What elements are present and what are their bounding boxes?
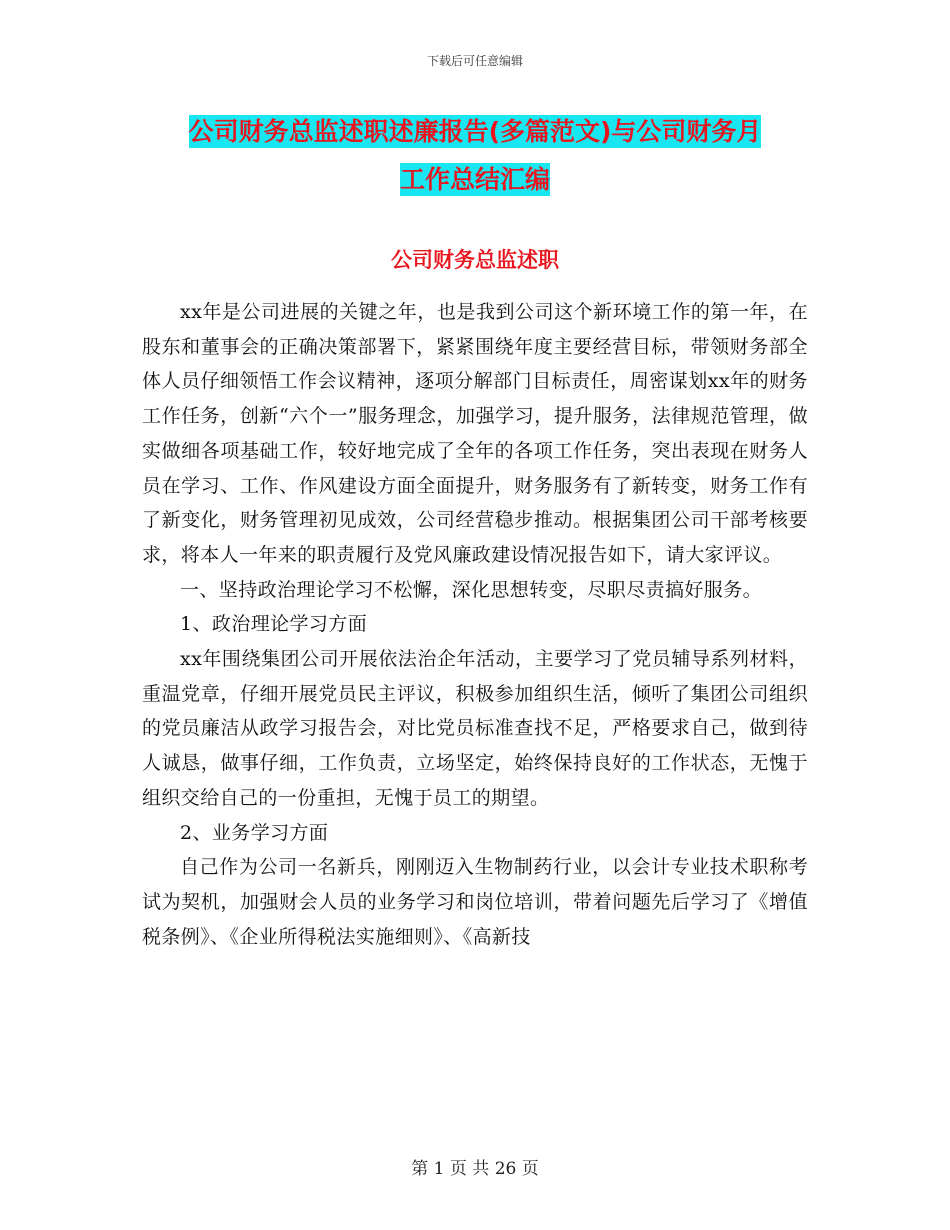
section-heading: 公司财务总监述职 [391,248,559,272]
document-body [142,295,808,954]
paragraph-business-study: 自己作为公司一名新兵，刚刚迈入生物制药行业，以会计专业技术职称考试为契机，加强财会人员的业务学习和岗位培训，带着问题先后学习了《增值税条例》、《企业所得税法实施细则》、《高新技 [142,856,808,948]
paragraph-intro: xx年是公司进展的关键之年，也是我到公司这个新环境工作的第一年，在股东和董事会的正确决策部署下，紧紧围绕年度主要经营目标，带领财务部全体人员仔细领悟工作会议精神，逐项分解部门目标责任，周密谋划xx年的财务工作任务，创新“六个一”服务理念，加强学习，提升服务，法律规范管理，做实做细各项基础工作，较好地完成了全年的各项工作任务，突出表现在财务人员在学习、工作、作风建设方面全面提升，财务服务有了新转变，财务工作有了新变化，财务管理初见成效，公司经营稳步推动。根据集团公司干部考核要求，将本人一年来的职责履行及党风廉政建设情况报告如下，请大家评议。 [142,301,808,566]
paragraph-heading-1: 一、坚持政治理论学习不松懈，深化思想转变，尽职尽责搞好服务。 [180,578,763,601]
page-header-note: 下载后可任意编辑 [426,54,523,68]
paragraph-subheading-1: 1、政治理论学习方面 [180,613,368,636]
page-number: 第 1 页 共 26 页 [411,1159,539,1179]
document-title [140,108,810,204]
paragraph-political-study: xx年围绕集团公司开展依法治企年活动，主要学习了党员辅导系列材料，重温党章，仔细开展党员民主评议，积极参加组织生活，倾听了集团公司组织的党员廉洁从政学习报告会，对比党员标准查找不足，严格要求自己，做到待人诚恳，做事仔细，工作负责，立场坚定，始终保持良好的工作状态，无愧于组织交给自己的一份重担，无愧于员工的期望。 [142,648,808,809]
document-title-line-1: 公司财务总监述职述廉报告(多篇范文)与公司财务月 [188,117,762,146]
paragraph-subheading-2: 2、业务学习方面 [180,821,329,844]
document-title-line-2: 工作总结汇编 [399,165,550,194]
